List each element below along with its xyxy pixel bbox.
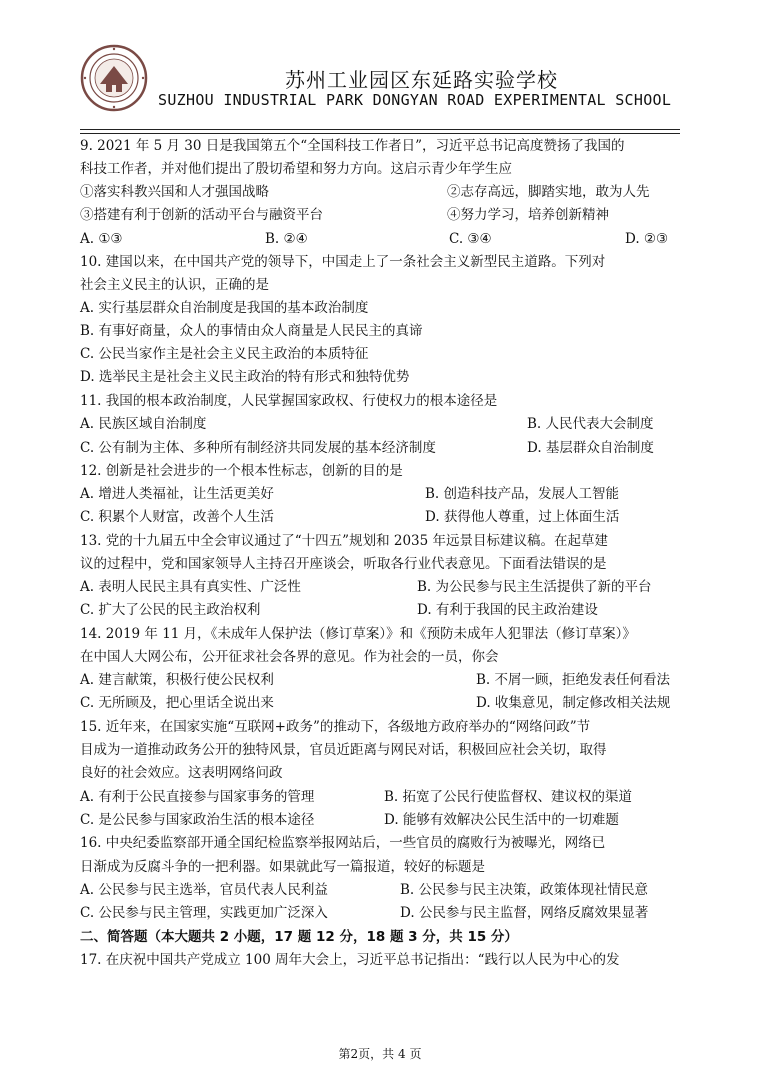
q9-option-a: A. ①③ <box>80 231 123 247</box>
q15-option-d: D. 能够有效解决公民生活中的一切难题 <box>384 812 619 828</box>
page-number: 第2页，共 4 页 <box>338 1047 422 1061</box>
section-2-title: 二、简答题（本大题共 2 小题，17 题 12 分，18 题 3 分，共 15 分） <box>80 929 518 945</box>
q13-stem-line2: 议的过程中，党和国家领导人主持召开座谈会，听取各行业代表意见。下面看法错误的是 <box>80 556 607 572</box>
q12-stem: 12. 创新是社会进步的一个根本性标志，创新的目的是 <box>80 463 403 479</box>
q16-option-b: B. 公民参与民主决策，政策体现社情民意 <box>400 882 649 898</box>
q15-option-a: A. 有利于公民直接参与国家事务的管理 <box>80 789 315 805</box>
q14-option-b: B. 不屑一顾，拒绝发表任何看法 <box>476 672 671 688</box>
q9-statement-3: ③搭建有利于创新的活动平台与融资平台 <box>80 207 323 223</box>
q13-option-d: D. 有利于我国的民主政治建设 <box>417 602 598 618</box>
q11-option-d: D. 基层群众自治制度 <box>527 440 654 456</box>
q14-stem-line2: 在中国人大网公布，公开征求社会各界的意见。作为社会的一员，你会 <box>80 649 499 665</box>
q9-statement-4: ④努力学习，培养创新精神 <box>447 207 609 223</box>
q11-option-a: A. 民族区域自治制度 <box>80 416 207 432</box>
q14-option-d: D. 收集意见，制定修改相关法规 <box>476 695 671 711</box>
q12-option-c: C. 积累个人财富，改善个人生活 <box>80 509 274 525</box>
q13-stem-line1: 13. 党的十九届五中全会审议通过了“十四五”规划和 2035 年远景目标建议稿。在起草建 <box>80 533 609 549</box>
school-seal-icon <box>80 44 148 112</box>
header-divider-thin <box>80 133 680 134</box>
q16-stem-line1: 16. 中央纪委监察部开通全国纪检监察举报网站后，一些官员的腐败行为被曝光，网络已 <box>80 835 606 851</box>
q12-option-a: A. 增进人类福祉，让生活更美好 <box>80 486 274 502</box>
q16-option-d: D. 公民参与民主监督，网络反腐效果显著 <box>400 905 649 921</box>
q17-stem: 17. 在庆祝中国共产党成立 100 周年大会上，习近平总书记指出：“践行以人民为中心的发 <box>80 952 620 968</box>
q16-stem-line2: 日渐成为反腐斗争的一把利器。如果就此写一篇报道，较好的标题是 <box>80 859 485 875</box>
q15-stem-line3: 良好的社会效应。这表明网络问政 <box>80 765 283 781</box>
q12-option-b: B. 创造科技产品，发展人工智能 <box>425 486 620 502</box>
q16-option-a: A. 公民参与民主选举，官员代表人民利益 <box>80 882 328 898</box>
q14-stem-line1: 14. 2019 年 11 月，《未成年人保护法（修订草案）》和《预防未成年人犯罪法（修订草案）》 <box>80 626 636 642</box>
q10-option-c: C. 公民当家作主是社会主义民主政治的本质特征 <box>80 346 369 362</box>
q13-option-a: A. 表明人民民主具有真实性、广泛性 <box>80 579 301 595</box>
q15-stem-line2: 目成为一道推动政务公开的独特风景，官员近距离与网民对话，积极回应社会关切，取得 <box>80 742 607 758</box>
school-name-en: SUZHOU INDUSTRIAL PARK DONGYAN ROAD EXPERIMENTAL SCHOOL <box>158 91 672 109</box>
q9-option-b: B. ②④ <box>265 231 308 247</box>
q14-option-c: C. 无所顾及，把心里话全说出来 <box>80 695 274 711</box>
q15-stem-line1: 15. 近年来，在国家实施“互联网+政务”的推动下，各级地方政府举办的“网络问政”节 <box>80 719 591 735</box>
q14-option-a: A. 建言献策，积极行使公民权利 <box>80 672 274 688</box>
q9-option-d: D. ②③ <box>625 231 669 247</box>
q10-stem-line1: 10. 建国以来，在中国共产党的领导下，中国走上了一条社会主义新型民主道路。下列对 <box>80 254 606 270</box>
q10-option-b: B. 有事好商量，众人的事情由众人商量是人民民主的真谛 <box>80 323 423 339</box>
school-name-cn: 苏州工业园区东延路实验学校 <box>285 68 558 92</box>
q10-option-d: D. 选举民主是社会主义民主政治的特有形式和独特优势 <box>80 369 410 385</box>
q10-stem-line2: 社会主义民主的认识，正确的是 <box>80 277 269 293</box>
q13-option-b: B. 为公民参与民主生活提供了新的平台 <box>417 579 652 595</box>
q9-option-c: C. ③④ <box>449 231 492 247</box>
q9-statement-1: ①落实科教兴国和人才强国战略 <box>80 184 269 200</box>
q13-option-c: C. 扩大了公民的民主政治权利 <box>80 602 261 618</box>
q11-stem: 11. 我国的根本政治制度，人民掌握国家政权、行使权力的根本途径是 <box>80 393 498 409</box>
header-divider <box>80 129 680 130</box>
q9-statement-2: ②志存高远，脚踏实地，敢为人先 <box>447 184 650 200</box>
q10-option-a: A. 实行基层群众自治制度是我国的基本政治制度 <box>80 300 369 316</box>
q11-option-c: C. 公有制为主体、多种所有制经济共同发展的基本经济制度 <box>80 440 436 456</box>
q9-stem-line2: 科技工作者，并对他们提出了殷切希望和努力方向。这启示青少年学生应 <box>80 161 512 177</box>
q15-option-b: B. 拓宽了公民行使监督权、建议权的渠道 <box>384 789 633 805</box>
q9-stem-line1: 9. 2021 年 5 月 30 日是我国第五个“全国科技工作者日”，习近平总书记高度赞扬了我国的 <box>80 138 625 154</box>
q12-option-d: D. 获得他人尊重，过上体面生活 <box>425 509 620 525</box>
q15-option-c: C. 是公民参与国家政治生活的根本途径 <box>80 812 315 828</box>
q16-option-c: C. 公民参与民主管理，实践更加广泛深入 <box>80 905 328 921</box>
q11-option-b: B. 人民代表大会制度 <box>527 416 654 432</box>
